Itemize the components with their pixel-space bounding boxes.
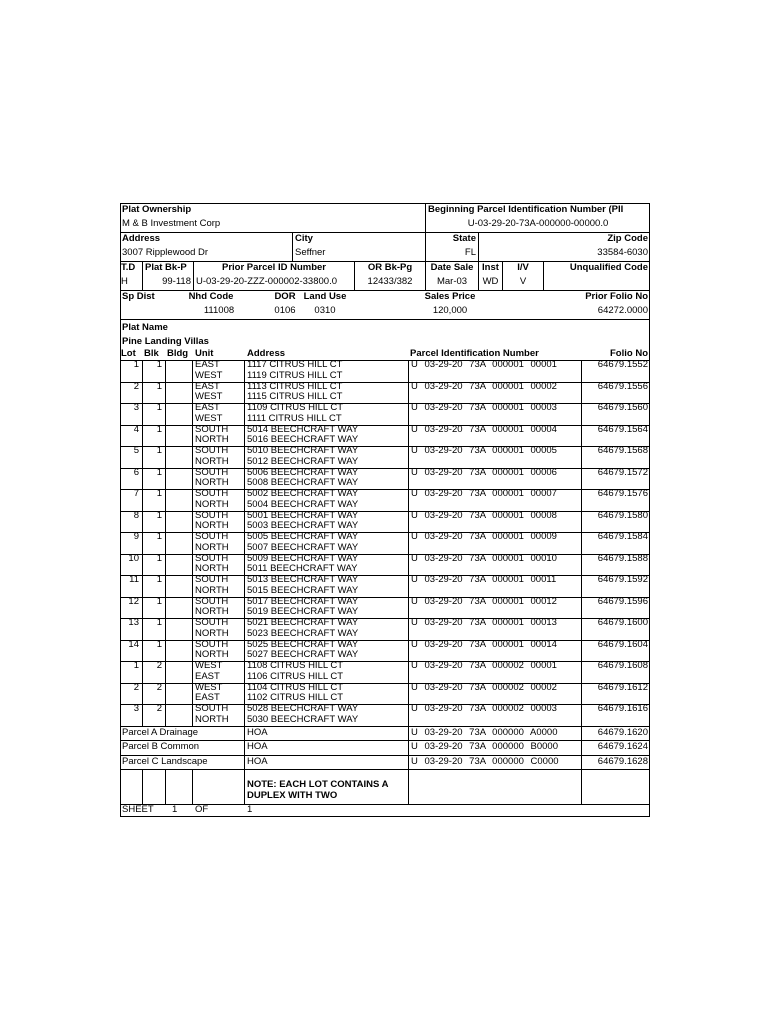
iv-value: V [519,276,527,287]
lot-row [120,640,650,662]
parcel-id: U 03-29-20 73A 000001 00004 [411,424,557,435]
unit-2: NORTH [195,607,229,617]
address-2: 5008 BEECHCRAFT WAY [247,478,359,488]
spacer-row [120,769,650,776]
iv-label: I/V [517,262,529,273]
inst-value: WD [482,276,499,287]
unit-2: NORTH [195,628,229,639]
lot-row [120,425,650,447]
unit-1: SOUTH [195,532,229,542]
block-number: 1 [156,532,162,542]
block-number: 1 [156,596,162,607]
parcel-name: Parcel C Landscape [122,755,208,767]
unit-1: SOUTH [195,510,229,521]
block-number: 1 [156,618,162,628]
folio-number: 64679.1556 [597,381,648,392]
block-number: 1 [156,639,162,650]
parcel-id: U 03-29-20 73A 000000 B0000 [411,741,558,752]
header-row-codes [120,290,650,319]
parcel-id: U 03-29-20 73A 000000 A0000 [411,726,558,738]
unit-2: EAST [195,671,220,682]
plat-name-value: Pine Landing Villas [122,336,209,347]
city-value: Seffner [295,247,326,258]
address-1: 5028 BEECHCRAFT WAY [247,704,359,714]
lot-table [120,360,650,726]
header-row-sale [120,261,650,290]
city-label: City [295,233,313,244]
td-value: H [121,276,128,287]
parcel-row [120,740,650,755]
block-number: 1 [156,446,162,456]
unit-2: WEST [195,413,223,424]
address-2: 5003 BEECHCRAFT WAY [247,521,359,531]
salesprice-value: 120,000 [432,305,468,316]
datesale-label: Date Sale [430,262,474,273]
parcel-id: U 03-29-20 73A 000001 00005 [411,446,557,456]
lot-row [120,511,650,533]
spdist-label: Sp Dist [122,291,155,302]
state-label: State [452,233,476,244]
address-2: 1111 CITRUS HILL CT [247,413,342,424]
unit-1: EAST [195,381,220,392]
lot-number: 9 [133,532,139,542]
unit-2: NORTH [195,714,229,725]
parcel-id: U 03-29-20 73A 000001 00006 [411,467,557,478]
parcel-id: U 03-29-20 73A 000001 00011 [411,575,557,585]
lot-number: 2 [133,381,139,392]
parcel-id: U 03-29-20 73A 000001 00008 [411,510,557,521]
block-number: 1 [156,381,162,392]
parcel-name: Parcel A Drainage [122,726,199,738]
unit-2: NORTH [195,456,229,467]
address-1: 5005 BEECHCRAFT WAY [247,532,359,542]
address-label: Address [122,233,161,244]
unit-1: SOUTH [195,553,229,564]
block-number: 1 [156,403,162,413]
unit-1: SOUTH [195,424,229,435]
unit-2: NORTH [195,521,229,531]
datesale-value: Mar-03 [436,276,468,287]
parcel-id: U 03-29-20 73A 000002 00001 [411,661,557,671]
parcel-id: U 03-29-20 73A 000001 00003 [411,403,557,413]
sheet-total: 1 [247,804,253,815]
parcel-id: U 03-29-20 73A 000001 00012 [411,596,557,607]
unit-1: WEST [195,661,223,671]
lot-row [120,382,650,404]
lot-number: 6 [133,467,139,478]
lot-row [120,575,650,597]
sheet-number: 1 [172,804,178,815]
parcel-id: U 03-29-20 73A 000000 C0000 [411,755,559,767]
state-value: FL [464,247,476,258]
lot-number: 5 [133,446,139,456]
lot-row [120,446,650,468]
note-text: NOTE: EACH LOT CONTAINS A DUPLEX WITH TWO [247,779,389,801]
folio-number: 64679.1584 [597,532,648,542]
unit-1: EAST [195,360,220,370]
zip-value: 33584-6030 [597,247,648,258]
address-1: 5017 BEECHCRAFT WAY [247,596,359,607]
unit-1: SOUTH [195,704,229,714]
folio-number: 64679.1592 [597,575,648,585]
folio-number: 64679.1552 [597,360,648,370]
header-row-address [120,232,650,261]
dor-value: 0106 [274,305,296,316]
lot-number: 2 [133,682,139,693]
address-2: 5023 BEECHCRAFT WAY [247,628,359,639]
unit-2: WEST [195,392,223,402]
parcel-id: U 03-29-20 73A 000002 00002 [411,682,557,693]
lot-row [120,597,650,619]
prior-parcel-value: U-03-29-20-ZZZ-000002-33800.0 [196,276,337,287]
folio-number: 64679.1608 [597,661,648,671]
block-number: 1 [156,424,162,435]
parcel-id: U 03-29-20 73A 000001 00010 [411,553,557,564]
address-2: 5011 BEECHCRAFT WAY [247,564,358,574]
orbk-label: OR Bk-Pg [367,262,413,273]
block-number: 2 [156,704,162,714]
folio-number: 64679.1596 [597,596,648,607]
address-2: 5004 BEECHCRAFT WAY [247,499,359,510]
parcel-id: U 03-29-20 73A 000001 00002 [411,381,557,392]
zip-label: Zip Code [607,233,648,244]
unit-1: WEST [195,682,223,693]
col-bldg: Bldg [167,348,189,359]
unqual-label: Unqualified Code [569,262,648,273]
parcel-address: HOA [247,741,268,752]
unit-2: NORTH [195,499,229,510]
unit-1: SOUTH [195,446,229,456]
address-1: 5025 BEECHCRAFT WAY [247,639,359,650]
parcel-id: U 03-29-20 73A 000001 00009 [411,532,557,542]
parcel-address: HOA [247,755,268,767]
folio-number: 64679.1568 [597,446,648,456]
lot-number: 3 [133,704,139,714]
lot-row [120,532,650,554]
unit-2: WEST [195,370,223,381]
parcel-id: U 03-29-20 73A 000001 00014 [411,639,557,650]
unit-1: SOUTH [195,489,229,499]
address-2: 1106 CITRUS HILL CT [247,671,344,682]
address-1: 5006 BEECHCRAFT WAY [247,467,359,478]
salesprice-label: Sales Price [424,291,476,302]
lot-number: 1 [133,661,139,671]
lot-number: 4 [133,424,139,435]
address-1: 5002 BEECHCRAFT WAY [247,489,359,499]
lot-number: 3 [133,403,139,413]
lot-row [120,683,650,705]
address-value: 3007 Ripplewood Dr [122,247,209,258]
lot-number: 13 [128,618,139,628]
lot-number: 7 [133,489,139,499]
parcel-row [120,726,650,741]
address-1: 1104 CITRUS HILL CT [247,682,344,693]
col-folio: Folio No [610,348,648,359]
unit-2: NORTH [195,564,229,574]
priorfolio-label: Prior Folio No [585,291,648,302]
address-2: 5012 BEECHCRAFT WAY [247,456,359,467]
td-label: T.D [121,262,136,273]
col-pin: Parcel Identification Number [410,348,539,359]
address-1: 5001 BEECHCRAFT WAY [247,510,359,521]
plat-name-label: Plat Name [122,322,168,333]
plat-ownership-label: Plat Ownership [122,204,192,215]
platbk-value: 99-118 [162,276,191,287]
lot-row [120,403,650,425]
address-1: 1108 CITRUS HILL CT [247,661,344,671]
folio-number: 64679.1580 [597,510,648,521]
address-1: 5021 BEECHCRAFT WAY [247,618,359,628]
parcel-id: U 03-29-20 73A 000002 00003 [411,704,557,714]
nhd-value: 111008 [203,305,235,316]
address-1: 5009 BEECHCRAFT WAY [247,553,359,564]
lot-number: 12 [128,596,139,607]
address-2: 5016 BEECHCRAFT WAY [247,435,359,445]
begin-pin-label: Beginning Parcel Identification Number (PII [428,204,624,215]
address-2: 5030 BEECHCRAFT WAY [247,714,359,725]
sheet-label: SHEET [122,804,154,815]
lot-row [120,360,650,382]
folio-number: 64679.1612 [597,682,648,693]
parcel-sheet [120,203,650,816]
dor-label: DOR [274,291,296,302]
parcel-id: U 03-29-20 73A 000001 00013 [411,618,557,628]
header-row-ownership [120,203,650,232]
parcel-id: U 03-29-20 73A 000001 00001 [411,360,557,370]
footer-row [120,804,650,816]
unit-2: NORTH [195,542,229,553]
lot-number: 10 [128,553,139,564]
unit-2: NORTH [195,585,229,596]
parcel-table [120,726,650,770]
unit-2: NORTH [195,435,229,445]
unit-1: SOUTH [195,618,229,628]
block-number: 2 [156,661,162,671]
unit-1: SOUTH [195,596,229,607]
plat-name-row [120,319,650,348]
parcel-address: HOA [247,726,268,738]
lot-number: 14 [128,639,139,650]
prior-parcel-label: Prior Parcel ID Number [221,262,326,273]
folio-number: 64679.1620 [597,726,648,738]
address-1: 1117 CITRUS HILL CT [247,360,343,370]
address-1: 5013 BEECHCRAFT WAY [247,575,359,585]
unit-2: EAST [195,693,220,703]
folio-number: 64679.1628 [597,755,648,767]
inst-label: Inst [482,262,499,273]
unit-1: SOUTH [195,575,229,585]
address-1: 5010 BEECHCRAFT WAY [247,446,359,456]
orbk-value: 12433/382 [367,276,413,287]
folio-number: 64679.1604 [597,639,648,650]
block-number: 1 [156,553,162,564]
lot-row [120,554,650,576]
nhd-label: Nhd Code [188,291,234,302]
unit-1: SOUTH [195,639,229,650]
col-address: Address [247,348,286,359]
address-2: 1102 CITRUS HILL CT [247,693,344,703]
address-1: 1109 CITRUS HILL CT [247,403,344,413]
parcel-id: U 03-29-20 73A 000001 00007 [411,489,557,499]
parcel-row [120,755,650,770]
col-unit: Unit [195,348,214,359]
col-lot: Lot [121,348,136,359]
platbk-label: Plat Bk-P [145,262,187,273]
lot-number: 11 [129,575,139,585]
address-1: 5014 BEECHCRAFT WAY [247,424,359,435]
folio-number: 64679.1576 [597,489,648,499]
folio-number: 64679.1616 [597,704,648,714]
folio-number: 64679.1572 [597,467,648,478]
lot-row [120,661,650,683]
landuse-label: Land Use [303,291,347,302]
block-number: 1 [156,489,162,499]
unit-2: NORTH [195,650,229,660]
column-header-row [120,348,650,360]
lot-row [120,618,650,640]
plat-ownership-value: M & B Investment Corp [122,218,221,229]
sheet-of-label: OF [195,804,209,815]
address-1: 1113 CITRUS HILL CT [247,381,343,392]
begin-pin-value: U-03-29-20-73A-000000-00000.0 [467,218,609,229]
folio-number: 64679.1560 [597,403,648,413]
folio-number: 64679.1624 [597,741,648,752]
address-2: 1115 CITRUS HILL CT [247,392,343,402]
address-2: 5027 BEECHCRAFT WAY [247,650,359,660]
lot-row [120,489,650,511]
unit-1: EAST [195,403,220,413]
block-number: 1 [156,575,162,585]
folio-number: 64679.1600 [597,618,648,628]
block-number: 1 [156,360,162,370]
folio-number: 64679.1588 [597,553,648,564]
block-number: 1 [156,510,162,521]
address-2: 5007 BEECHCRAFT WAY [247,542,359,553]
lot-row [120,704,650,726]
lot-number: 8 [133,510,139,521]
unit-2: NORTH [195,478,229,488]
col-blk: Blk [144,348,159,359]
address-2: 5019 BEECHCRAFT WAY [247,607,359,617]
note-row [120,776,650,804]
lot-row [120,468,650,490]
address-2: 5015 BEECHCRAFT WAY [247,585,359,596]
landuse-value: 0310 [314,305,336,316]
unit-1: SOUTH [195,467,229,478]
folio-number: 64679.1564 [597,424,648,435]
priorfolio-value: 64272.0000 [597,305,648,316]
block-number: 1 [156,467,162,478]
parcel-name: Parcel B Common [122,741,200,752]
lot-number: 1 [133,360,139,370]
address-2: 1119 CITRUS HILL CT [247,370,343,381]
block-number: 2 [156,682,162,693]
